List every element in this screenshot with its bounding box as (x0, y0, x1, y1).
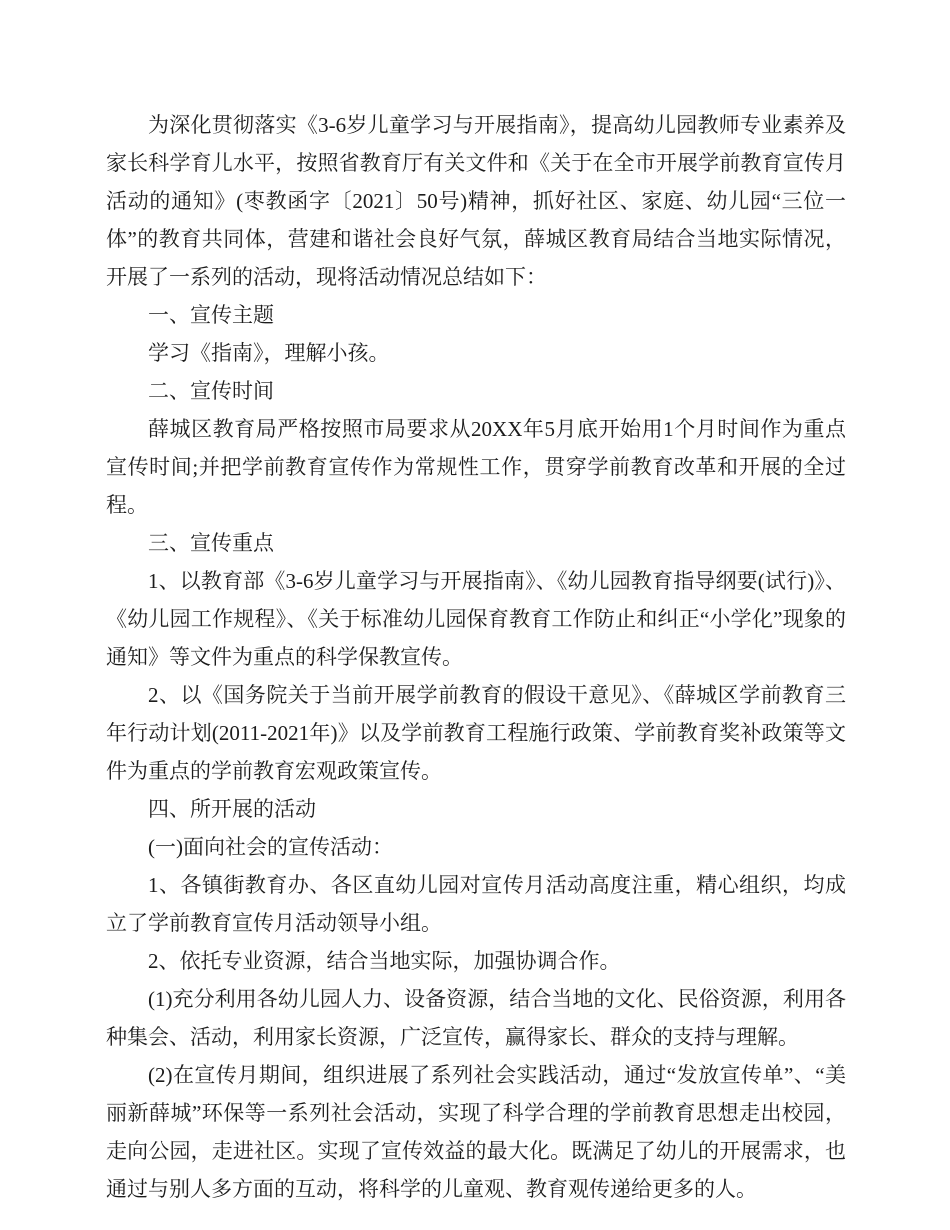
paragraph-intro: 为深化贯彻落实《3-6岁儿童学习与开展指南》，提高幼儿园教师专业素养及家长科学育儿水平，按照省教育厅有关文件和《关于在全市开展学前教育宣传月活动的通知》(枣教函字〔2021〕50号)精神，抓好社区、家庭、幼儿园“三位一体”的教育共同体，营建和谐社会良好气氛，薛城区教育局结合当地实际情况，开展了一系列的活动，现将活动情况总结如下： (106, 113, 846, 289)
heading-section-3: 三、宣传重点 (148, 531, 274, 555)
paragraph-activity-detail-1: (1)充分利用各幼儿园人力、设备资源，结合当地的文化、民俗资源，利用各种集会、活动，利用家长资源，广泛宣传，赢得家长、群众的支持与理解。 (106, 987, 846, 1049)
paragraph-activity-detail-2: (2)在宣传月期间，组织进展了系列社会实践活动，通过“发放宣传单”、“美丽新薛城”环保等一系列社会活动，实现了科学合理的学前教育思想走出校园，走向公园，走进社区。实现了宣传效益的最大化。既满足了幼儿的开展需求，也通过与别人多方面的互动，将科学的儿童观、教育观传递给更多的人。 (106, 1063, 846, 1201)
paragraph-activity-item-1: 1、各镇街教育办、各区直幼儿园对宣传月活动高度注重，精心组织，均成立了学前教育宣传月活动领导小组。 (106, 873, 846, 935)
document-body (106, 106, 846, 1208)
paragraph-time: 薛城区教育局严格按照市局要求从20XX年5月底开始用1个月时间作为重点宣传时间;并把学前教育宣传作为常规性工作，贯穿学前教育改革和开展的全过程。 (106, 417, 846, 517)
heading-section-1: 一、宣传主题 (148, 303, 274, 327)
paragraph-focus-item-2: 2、以《国务院关于当前开展学前教育的假设干意见》、《薛城区学前教育三年行动计划(2011-2021年)》以及学前教育工程施行政策、学前教育奖补政策等文件为重点的学前教育宏观政策宣传。 (106, 683, 846, 783)
paragraph-activity-item-2: 2、依托专业资源，结合当地实际，加强协调合作。 (148, 949, 621, 973)
paragraph-focus-item-1: 1、以教育部《3-6岁儿童学习与开展指南》、《幼儿园教育指导纲要(试行)》、《幼儿园工作规程》、《关于标准幼儿园保育教育工作防止和纠正“小学化”现象的通知》等文件为重点的科学保教宣传。 (106, 569, 846, 669)
heading-subsection-1: (一)面向社会的宣传活动： (148, 835, 393, 859)
heading-section-4: 四、所开展的活动 (148, 797, 316, 821)
paragraph-theme: 学习《指南》，理解小孩。 (148, 341, 390, 365)
heading-section-2: 二、宣传时间 (148, 379, 274, 403)
